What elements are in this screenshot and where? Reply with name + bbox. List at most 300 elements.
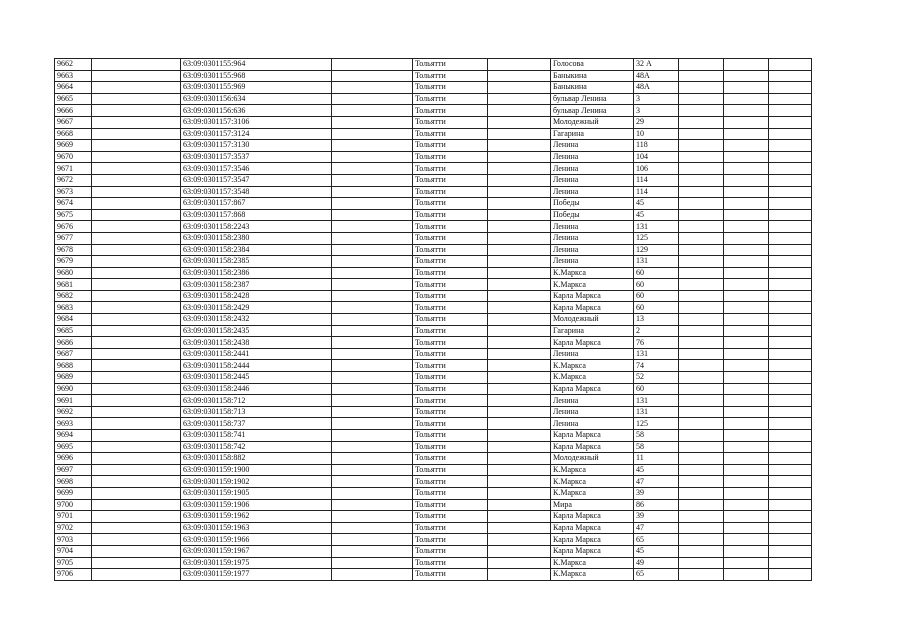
- street-cell: Карла Маркса: [551, 522, 634, 534]
- empty-cell: [769, 372, 812, 384]
- empty-cell: [724, 534, 769, 546]
- house-number-cell: 114: [634, 186, 679, 198]
- empty-cell: [679, 441, 724, 453]
- empty-cell: [679, 476, 724, 488]
- street-cell: Ленина: [551, 163, 634, 175]
- city-cell: Тольятти: [413, 430, 488, 442]
- empty-cell: [679, 569, 724, 581]
- empty-cell: [724, 93, 769, 105]
- table-row: [55, 290, 812, 302]
- empty-cell: [769, 302, 812, 314]
- street-cell: Молодежный: [551, 116, 634, 128]
- empty-cell: [679, 557, 724, 569]
- empty-cell: [332, 499, 413, 511]
- empty-cell: [724, 82, 769, 94]
- cadastral-number-cell: 63:09:0301158:2380: [181, 232, 332, 244]
- row-number-cell: 9673: [55, 186, 92, 198]
- city-cell: Тольятти: [413, 163, 488, 175]
- city-cell: Тольятти: [413, 244, 488, 256]
- row-number-cell: 9668: [55, 128, 92, 140]
- house-number-cell: 47: [634, 476, 679, 488]
- empty-cell: [679, 244, 724, 256]
- empty-cell: [332, 430, 413, 442]
- empty-cell: [769, 569, 812, 581]
- city-cell: Тольятти: [413, 198, 488, 210]
- cadastral-number-cell: 63:09:0301157:3124: [181, 128, 332, 140]
- table-row: [55, 453, 812, 465]
- table-row: [55, 128, 812, 140]
- cadastral-number-cell: 63:09:0301158:2243: [181, 221, 332, 233]
- empty-cell: [724, 511, 769, 523]
- empty-cell: [92, 372, 181, 384]
- empty-cell: [769, 314, 812, 326]
- empty-cell: [92, 522, 181, 534]
- empty-cell: [92, 232, 181, 244]
- city-cell: Тольятти: [413, 151, 488, 163]
- empty-cell: [92, 569, 181, 581]
- street-cell: Ленина: [551, 232, 634, 244]
- empty-cell: [769, 290, 812, 302]
- empty-cell: [488, 372, 551, 384]
- city-cell: Тольятти: [413, 511, 488, 523]
- empty-cell: [92, 557, 181, 569]
- empty-cell: [724, 279, 769, 291]
- street-cell: Ленина: [551, 244, 634, 256]
- cadastral-number-cell: 63:09:0301158:2435: [181, 325, 332, 337]
- empty-cell: [488, 163, 551, 175]
- street-cell: Молодежный: [551, 453, 634, 465]
- house-number-cell: 13: [634, 314, 679, 326]
- table-row: [55, 105, 812, 117]
- row-number-cell: 9687: [55, 348, 92, 360]
- empty-cell: [332, 314, 413, 326]
- row-number-cell: 9669: [55, 140, 92, 152]
- empty-cell: [488, 441, 551, 453]
- row-number-cell: 9689: [55, 372, 92, 384]
- empty-cell: [679, 232, 724, 244]
- house-number-cell: 10: [634, 128, 679, 140]
- cadastral-number-cell: 63:09:0301159:1902: [181, 476, 332, 488]
- street-cell: К.Маркса: [551, 372, 634, 384]
- cadastral-number-cell: 63:09:0301158:882: [181, 453, 332, 465]
- empty-cell: [488, 267, 551, 279]
- house-number-cell: 118: [634, 140, 679, 152]
- house-number-cell: 2: [634, 325, 679, 337]
- empty-cell: [724, 360, 769, 372]
- empty-cell: [332, 534, 413, 546]
- table-row: [55, 174, 812, 186]
- empty-cell: [769, 267, 812, 279]
- empty-cell: [332, 105, 413, 117]
- empty-cell: [679, 348, 724, 360]
- empty-cell: [488, 569, 551, 581]
- empty-cell: [679, 256, 724, 268]
- empty-cell: [332, 545, 413, 557]
- cadastral-number-cell: 63:09:0301158:741: [181, 430, 332, 442]
- city-cell: Тольятти: [413, 186, 488, 198]
- cadastral-number-cell: 63:09:0301158:2429: [181, 302, 332, 314]
- empty-cell: [679, 267, 724, 279]
- empty-cell: [769, 406, 812, 418]
- table-row: [55, 511, 812, 523]
- city-cell: Тольятти: [413, 453, 488, 465]
- table-row: [55, 163, 812, 175]
- table-row: [55, 557, 812, 569]
- empty-cell: [724, 464, 769, 476]
- empty-cell: [488, 105, 551, 117]
- city-cell: Тольятти: [413, 406, 488, 418]
- empty-cell: [679, 128, 724, 140]
- empty-cell: [332, 569, 413, 581]
- cadastral-number-cell: 63:09:0301158:2385: [181, 256, 332, 268]
- empty-cell: [92, 383, 181, 395]
- table-row: [55, 476, 812, 488]
- house-number-cell: 48А: [634, 82, 679, 94]
- empty-cell: [724, 221, 769, 233]
- empty-cell: [332, 441, 413, 453]
- empty-cell: [679, 59, 724, 71]
- empty-cell: [679, 406, 724, 418]
- table-row: [55, 256, 812, 268]
- empty-cell: [724, 105, 769, 117]
- table-row: [55, 151, 812, 163]
- empty-cell: [724, 163, 769, 175]
- row-number-cell: 9681: [55, 279, 92, 291]
- row-number-cell: 9703: [55, 534, 92, 546]
- empty-cell: [332, 372, 413, 384]
- empty-cell: [724, 70, 769, 82]
- empty-cell: [332, 453, 413, 465]
- street-cell: Карла Маркса: [551, 534, 634, 546]
- empty-cell: [679, 511, 724, 523]
- city-cell: Тольятти: [413, 383, 488, 395]
- city-cell: Тольятти: [413, 325, 488, 337]
- empty-cell: [769, 244, 812, 256]
- cadastral-number-cell: 63:09:0301159:1962: [181, 511, 332, 523]
- empty-cell: [488, 128, 551, 140]
- empty-cell: [679, 116, 724, 128]
- empty-cell: [679, 430, 724, 442]
- table-row: [55, 360, 812, 372]
- cadastral-number-cell: 63:09:0301157:3106: [181, 116, 332, 128]
- table-row: [55, 522, 812, 534]
- cadastral-number-cell: 63:09:0301158:2386: [181, 267, 332, 279]
- table-row: [55, 82, 812, 94]
- empty-cell: [92, 174, 181, 186]
- empty-cell: [769, 186, 812, 198]
- row-number-cell: 9666: [55, 105, 92, 117]
- house-number-cell: 11: [634, 453, 679, 465]
- cadastral-number-cell: 63:09:0301158:2384: [181, 244, 332, 256]
- empty-cell: [769, 116, 812, 128]
- empty-cell: [724, 418, 769, 430]
- empty-cell: [769, 487, 812, 499]
- empty-cell: [92, 337, 181, 349]
- city-cell: Тольятти: [413, 499, 488, 511]
- city-cell: Тольятти: [413, 174, 488, 186]
- empty-cell: [769, 545, 812, 557]
- empty-cell: [488, 430, 551, 442]
- cadastral-number-cell: 63:09:0301159:1966: [181, 534, 332, 546]
- row-number-cell: 9704: [55, 545, 92, 557]
- empty-cell: [679, 360, 724, 372]
- street-cell: Баныкина: [551, 82, 634, 94]
- empty-cell: [724, 348, 769, 360]
- empty-cell: [769, 453, 812, 465]
- empty-cell: [332, 232, 413, 244]
- row-number-cell: 9695: [55, 441, 92, 453]
- row-number-cell: 9684: [55, 314, 92, 326]
- empty-cell: [724, 430, 769, 442]
- city-cell: Тольятти: [413, 487, 488, 499]
- street-cell: Карла Маркса: [551, 290, 634, 302]
- street-cell: К.Маркса: [551, 476, 634, 488]
- empty-cell: [488, 395, 551, 407]
- table-row: [55, 244, 812, 256]
- empty-cell: [769, 59, 812, 71]
- table-row: [55, 302, 812, 314]
- street-cell: бульвар Ленина: [551, 93, 634, 105]
- empty-cell: [769, 464, 812, 476]
- empty-cell: [332, 290, 413, 302]
- empty-cell: [92, 476, 181, 488]
- city-cell: Тольятти: [413, 569, 488, 581]
- cadastral-number-cell: 63:09:0301158:712: [181, 395, 332, 407]
- street-cell: Карла Маркса: [551, 545, 634, 557]
- empty-cell: [488, 82, 551, 94]
- empty-cell: [724, 383, 769, 395]
- empty-cell: [332, 418, 413, 430]
- city-cell: Тольятти: [413, 140, 488, 152]
- empty-cell: [92, 464, 181, 476]
- empty-cell: [724, 59, 769, 71]
- row-number-cell: 9670: [55, 151, 92, 163]
- street-cell: Молодежный: [551, 314, 634, 326]
- row-number-cell: 9697: [55, 464, 92, 476]
- table-row: [55, 395, 812, 407]
- empty-cell: [679, 534, 724, 546]
- empty-cell: [92, 93, 181, 105]
- empty-cell: [769, 418, 812, 430]
- empty-cell: [332, 279, 413, 291]
- street-cell: бульвар Ленина: [551, 105, 634, 117]
- empty-cell: [92, 418, 181, 430]
- empty-cell: [92, 140, 181, 152]
- empty-cell: [769, 151, 812, 163]
- empty-cell: [92, 487, 181, 499]
- city-cell: Тольятти: [413, 360, 488, 372]
- table-row: [55, 337, 812, 349]
- row-number-cell: 9701: [55, 511, 92, 523]
- empty-cell: [488, 116, 551, 128]
- empty-cell: [769, 70, 812, 82]
- empty-cell: [92, 430, 181, 442]
- empty-cell: [488, 383, 551, 395]
- empty-cell: [488, 314, 551, 326]
- empty-cell: [92, 395, 181, 407]
- street-cell: Ленина: [551, 348, 634, 360]
- empty-cell: [488, 186, 551, 198]
- house-number-cell: 125: [634, 418, 679, 430]
- empty-cell: [679, 70, 724, 82]
- empty-cell: [92, 128, 181, 140]
- house-number-cell: 3: [634, 93, 679, 105]
- street-cell: Ленина: [551, 418, 634, 430]
- cadastral-number-cell: 63:09:0301159:1905: [181, 487, 332, 499]
- empty-cell: [332, 151, 413, 163]
- row-number-cell: 9698: [55, 476, 92, 488]
- street-cell: Гагарина: [551, 128, 634, 140]
- house-number-cell: 131: [634, 221, 679, 233]
- empty-cell: [679, 337, 724, 349]
- row-number-cell: 9665: [55, 93, 92, 105]
- empty-cell: [332, 128, 413, 140]
- street-cell: Карла Маркса: [551, 383, 634, 395]
- city-cell: Тольятти: [413, 441, 488, 453]
- empty-cell: [488, 464, 551, 476]
- empty-cell: [679, 151, 724, 163]
- empty-cell: [92, 105, 181, 117]
- house-number-cell: 52: [634, 372, 679, 384]
- empty-cell: [769, 140, 812, 152]
- row-number-cell: 9663: [55, 70, 92, 82]
- cadastral-number-cell: 63:09:0301158:2428: [181, 290, 332, 302]
- empty-cell: [724, 151, 769, 163]
- city-cell: Тольятти: [413, 476, 488, 488]
- table-row: [55, 348, 812, 360]
- row-number-cell: 9691: [55, 395, 92, 407]
- table-row: [55, 140, 812, 152]
- table-row: [55, 441, 812, 453]
- empty-cell: [724, 453, 769, 465]
- table-row: [55, 232, 812, 244]
- table-row: [55, 221, 812, 233]
- empty-cell: [92, 151, 181, 163]
- empty-cell: [724, 557, 769, 569]
- empty-cell: [679, 93, 724, 105]
- house-number-cell: 48А: [634, 70, 679, 82]
- house-number-cell: 114: [634, 174, 679, 186]
- street-cell: К.Маркса: [551, 267, 634, 279]
- empty-cell: [679, 163, 724, 175]
- empty-cell: [769, 93, 812, 105]
- empty-cell: [679, 522, 724, 534]
- city-cell: Тольятти: [413, 116, 488, 128]
- empty-cell: [488, 221, 551, 233]
- house-number-cell: 131: [634, 406, 679, 418]
- street-cell: Карла Маркса: [551, 302, 634, 314]
- empty-cell: [769, 511, 812, 523]
- empty-cell: [769, 430, 812, 442]
- empty-cell: [724, 499, 769, 511]
- empty-cell: [332, 302, 413, 314]
- empty-cell: [679, 140, 724, 152]
- empty-cell: [724, 406, 769, 418]
- empty-cell: [92, 209, 181, 221]
- empty-cell: [679, 487, 724, 499]
- street-cell: Ленина: [551, 174, 634, 186]
- empty-cell: [92, 267, 181, 279]
- empty-cell: [724, 244, 769, 256]
- empty-cell: [332, 221, 413, 233]
- empty-cell: [332, 256, 413, 268]
- row-number-cell: 9671: [55, 163, 92, 175]
- cadastral-number-cell: 63:09:0301156:636: [181, 105, 332, 117]
- empty-cell: [724, 545, 769, 557]
- empty-cell: [332, 406, 413, 418]
- empty-cell: [679, 290, 724, 302]
- city-cell: Тольятти: [413, 267, 488, 279]
- empty-cell: [92, 116, 181, 128]
- empty-cell: [724, 232, 769, 244]
- street-cell: К.Маркса: [551, 360, 634, 372]
- empty-cell: [724, 569, 769, 581]
- cadastral-number-cell: 63:09:0301155:964: [181, 59, 332, 71]
- empty-cell: [488, 418, 551, 430]
- empty-cell: [488, 279, 551, 291]
- empty-cell: [679, 209, 724, 221]
- empty-cell: [332, 82, 413, 94]
- empty-cell: [488, 174, 551, 186]
- house-number-cell: 47: [634, 522, 679, 534]
- empty-cell: [769, 383, 812, 395]
- empty-cell: [769, 499, 812, 511]
- empty-cell: [724, 487, 769, 499]
- table-row: [55, 372, 812, 384]
- empty-cell: [332, 395, 413, 407]
- empty-cell: [488, 140, 551, 152]
- city-cell: Тольятти: [413, 59, 488, 71]
- empty-cell: [488, 522, 551, 534]
- empty-cell: [92, 256, 181, 268]
- street-cell: К.Маркса: [551, 279, 634, 291]
- table-row: [55, 279, 812, 291]
- house-number-cell: 29: [634, 116, 679, 128]
- empty-cell: [332, 116, 413, 128]
- empty-cell: [769, 534, 812, 546]
- empty-cell: [769, 337, 812, 349]
- table-row: [55, 487, 812, 499]
- table-row: [55, 70, 812, 82]
- empty-cell: [769, 232, 812, 244]
- cadastral-number-cell: 63:09:0301157:868: [181, 209, 332, 221]
- row-number-cell: 9705: [55, 557, 92, 569]
- empty-cell: [769, 105, 812, 117]
- empty-cell: [488, 337, 551, 349]
- row-number-cell: 9677: [55, 232, 92, 244]
- house-number-cell: 76: [634, 337, 679, 349]
- empty-cell: [488, 534, 551, 546]
- empty-cell: [332, 70, 413, 82]
- row-number-cell: 9694: [55, 430, 92, 442]
- empty-cell: [92, 290, 181, 302]
- row-number-cell: 9688: [55, 360, 92, 372]
- table-row: [55, 545, 812, 557]
- street-cell: Баныкина: [551, 70, 634, 82]
- house-number-cell: 131: [634, 395, 679, 407]
- house-number-cell: 58: [634, 441, 679, 453]
- table-row: [55, 209, 812, 221]
- empty-cell: [92, 441, 181, 453]
- street-cell: Победы: [551, 209, 634, 221]
- house-number-cell: 32 А: [634, 59, 679, 71]
- house-number-cell: 3: [634, 105, 679, 117]
- table-row: [55, 186, 812, 198]
- empty-cell: [332, 186, 413, 198]
- empty-cell: [332, 267, 413, 279]
- city-cell: Тольятти: [413, 557, 488, 569]
- empty-cell: [679, 221, 724, 233]
